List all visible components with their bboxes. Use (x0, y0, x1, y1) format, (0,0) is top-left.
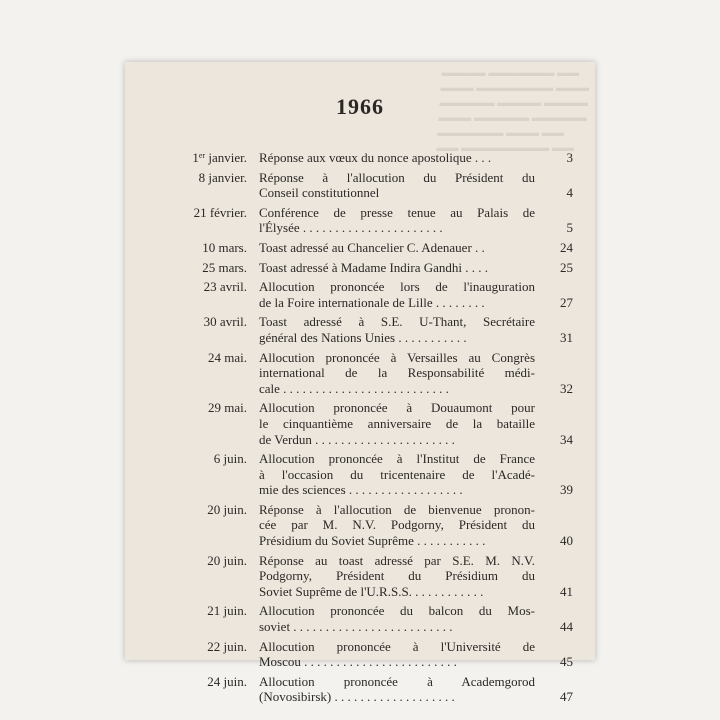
entry-month: avril. (216, 314, 247, 330)
toc-entry (155, 150, 573, 166)
entry-title (259, 205, 535, 236)
entry-title-line: à l'occasion du tricentenaire de l'Acadé- (259, 466, 535, 482)
entry-day: 20 (207, 552, 221, 568)
entry-title (259, 603, 535, 634)
entry-date (155, 279, 247, 295)
entry-page-number: 40 (560, 533, 573, 549)
entry-date (155, 603, 247, 619)
entry-month: avril. (216, 279, 247, 295)
entry-day: 25 (202, 259, 216, 275)
entry-date (155, 674, 247, 690)
toc-entry (155, 240, 573, 256)
entry-page-number: 45 (560, 654, 573, 670)
entry-month: mars. (215, 259, 247, 275)
entry-title (259, 639, 535, 670)
toc-entry (155, 639, 573, 670)
entry-date (155, 314, 247, 330)
entry-month: juin. (220, 673, 247, 689)
entry-title-line: Moscou . . . . . . . . . . . . . . . . . . . . . . . . (259, 654, 457, 670)
entry-day: 23 (203, 279, 217, 295)
entry-page-number: 5 (566, 220, 573, 236)
entry-month: juin. (220, 552, 247, 568)
entry-month: mars. (215, 239, 247, 255)
entry-date (155, 502, 247, 518)
entry-title-line: Allocution prononcée à Versailles au Congrès (259, 349, 535, 365)
entry-title-line: Allocution prononcée à Academgorod (259, 673, 535, 689)
entry-title (259, 314, 535, 345)
entry-title-line: Allocution prononcée à Douaumont pour (259, 400, 535, 416)
entry-title-line: (Novosibirsk) . . . . . . . . . . . . . . . . . . . (259, 689, 455, 705)
entry-title (259, 350, 535, 397)
entry-title-line: Allocution prononcée du balcon du Mos- (259, 603, 535, 619)
entry-title-line: Conseil constitutionnel (259, 185, 380, 201)
entry-month: janvier. (205, 150, 247, 165)
entry-page-number: 25 (560, 259, 573, 275)
entry-page-number: 24 (560, 239, 573, 255)
toc-entry (155, 603, 573, 634)
year-heading: 1966 (336, 94, 384, 119)
entry-title-line: Allocution prononcée lors de l'inauguration (259, 279, 535, 295)
entry-title-line: Réponse à l'allocution du Président du (259, 169, 535, 185)
entry-title-line: général des Nations Unies . . . . . . . . . . . (259, 329, 467, 345)
toc-entry (155, 260, 573, 276)
entry-day: 20 (207, 501, 221, 517)
entry-title (259, 553, 535, 600)
entry-date (155, 170, 247, 186)
entry-title-line: le cinquantième anniversaire de la bataille (259, 415, 535, 431)
table-of-contents (155, 150, 573, 709)
entry-title (259, 260, 535, 276)
entry-page-number: 47 (560, 689, 573, 705)
entry-page-number: 4 (566, 185, 573, 201)
entry-date (155, 451, 247, 467)
toc-entry (155, 314, 573, 345)
entry-day: 29 (208, 400, 221, 416)
entry-day: 21 (193, 204, 207, 220)
toc-entry (155, 553, 573, 600)
entry-day: 24 (207, 673, 221, 689)
entry-title-line: Allocution prononcée à l'Institut de France (259, 451, 535, 467)
entry-date (155, 639, 247, 655)
entry-title-line: cale . . . . . . . . . . . . . . . . . . . . . . . . . . (259, 380, 449, 396)
entry-date (155, 260, 247, 276)
entry-title-line: international de la Responsabilité médi- (259, 365, 535, 381)
entry-month: juin. (220, 451, 247, 467)
entry-page-number: 32 (560, 380, 573, 396)
entry-day: 24 (208, 349, 221, 365)
entry-date (155, 350, 247, 366)
entry-month: juin. (220, 501, 247, 517)
entry-title-line: Toast adressé à Madame Indira Gandhi . . . . (259, 259, 489, 275)
toc-entry (155, 674, 573, 705)
entry-title (259, 170, 535, 201)
entry-page-number: 41 (560, 583, 573, 599)
entry-title-line: Conférence de presse tenue au Palais de (259, 204, 535, 220)
entry-month: février. (206, 204, 247, 220)
entry-day: 10 (202, 239, 216, 255)
entry-day: 6 (213, 451, 221, 467)
book-page (125, 62, 595, 705)
entry-month: juin. (220, 603, 247, 619)
entry-month: mai. (221, 400, 247, 416)
entry-title-line: Podgorny, Président du Présidium du (259, 568, 535, 584)
entry-date (155, 400, 247, 416)
entry-day: 22 (207, 638, 221, 654)
toc-entry (155, 502, 573, 549)
entry-title (259, 674, 535, 705)
toc-entry (155, 350, 573, 397)
entry-date (155, 553, 247, 569)
entry-date (155, 240, 247, 256)
toc-entry (155, 279, 573, 310)
toc-entry (155, 400, 573, 447)
entry-title (259, 150, 535, 166)
entry-page-number: 27 (560, 294, 573, 310)
entry-title (259, 451, 535, 498)
entry-page-number: 31 (560, 329, 573, 345)
entry-date (155, 150, 247, 166)
entry-page-number: 3 (566, 150, 573, 165)
entry-title (259, 279, 535, 310)
entry-title-line: Toast adressé au Chancelier C. Adenauer . . (259, 239, 485, 255)
entry-title-line: de la Foire internationale de Lille . . . . . . . . (259, 294, 485, 310)
entry-title-line: Allocution prononcée à l'Université de (259, 638, 535, 654)
toc-entry (155, 205, 573, 236)
entry-title-line: cée par M. N.V. Podgorny, Président du (259, 517, 535, 533)
entry-date (155, 205, 247, 221)
entry-title-line: de Verdun . . . . . . . . . . . . . . . . . . . . . . (259, 431, 455, 447)
entry-title-line: mie des sciences . . . . . . . . . . . . . . . . . . (259, 482, 463, 498)
entry-page-number: 34 (560, 431, 573, 447)
entry-title-line: l'Élysée . . . . . . . . . . . . . . . . . . . . . . (259, 220, 443, 236)
entry-day-suffix: er (198, 151, 206, 160)
entry-month: janvier. (205, 169, 247, 185)
entry-title (259, 502, 535, 549)
entry-day: 21 (207, 603, 221, 619)
entry-day: 1 (192, 150, 199, 165)
entry-title-line: Soviet Suprême de l'U.R.S.S. . . . . . . . . . . . (259, 583, 484, 599)
toc-entry (155, 170, 573, 201)
show-through-text: ▬▬▬▬ ▬▬▬▬▬▬ ▬▬ ▬▬▬ ▬▬▬▬▬▬▬ ▬▬▬ ▬▬▬▬▬ ▬▬▬▬ ▬▬▬▬ ▬▬▬ ▬▬▬▬▬ ▬▬▬▬▬ ▬▬▬▬▬▬ ▬▬▬ ▬▬ ▬▬ ▬▬▬▬▬▬▬▬ ▬▬ (435, 67, 590, 154)
entry-title-line: Réponse au toast adressé par S.E. M. N.V. (259, 552, 535, 568)
entry-title-line: Réponse aux vœux du nonce apostolique . . . (259, 150, 492, 165)
entry-title-line: Toast adressé à S.E. U-Thant, Secrétaire (259, 314, 535, 330)
entry-page-number: 39 (560, 482, 573, 498)
entry-title-line: soviet . . . . . . . . . . . . . . . . . . . . . . . . . (259, 619, 453, 635)
entry-title-line: Réponse à l'allocution de bienvenue pronon- (259, 501, 535, 517)
entry-title (259, 400, 535, 447)
entry-day: 30 (203, 314, 217, 330)
entry-month: juin. (220, 638, 247, 654)
entry-month: mai. (221, 349, 247, 365)
entry-day: 8 (198, 169, 206, 185)
entry-title-line: Présidium du Soviet Suprême . . . . . . . . . . . (259, 533, 486, 549)
entry-page-number: 44 (560, 619, 573, 635)
entry-title (259, 240, 535, 256)
toc-entry (155, 451, 573, 498)
